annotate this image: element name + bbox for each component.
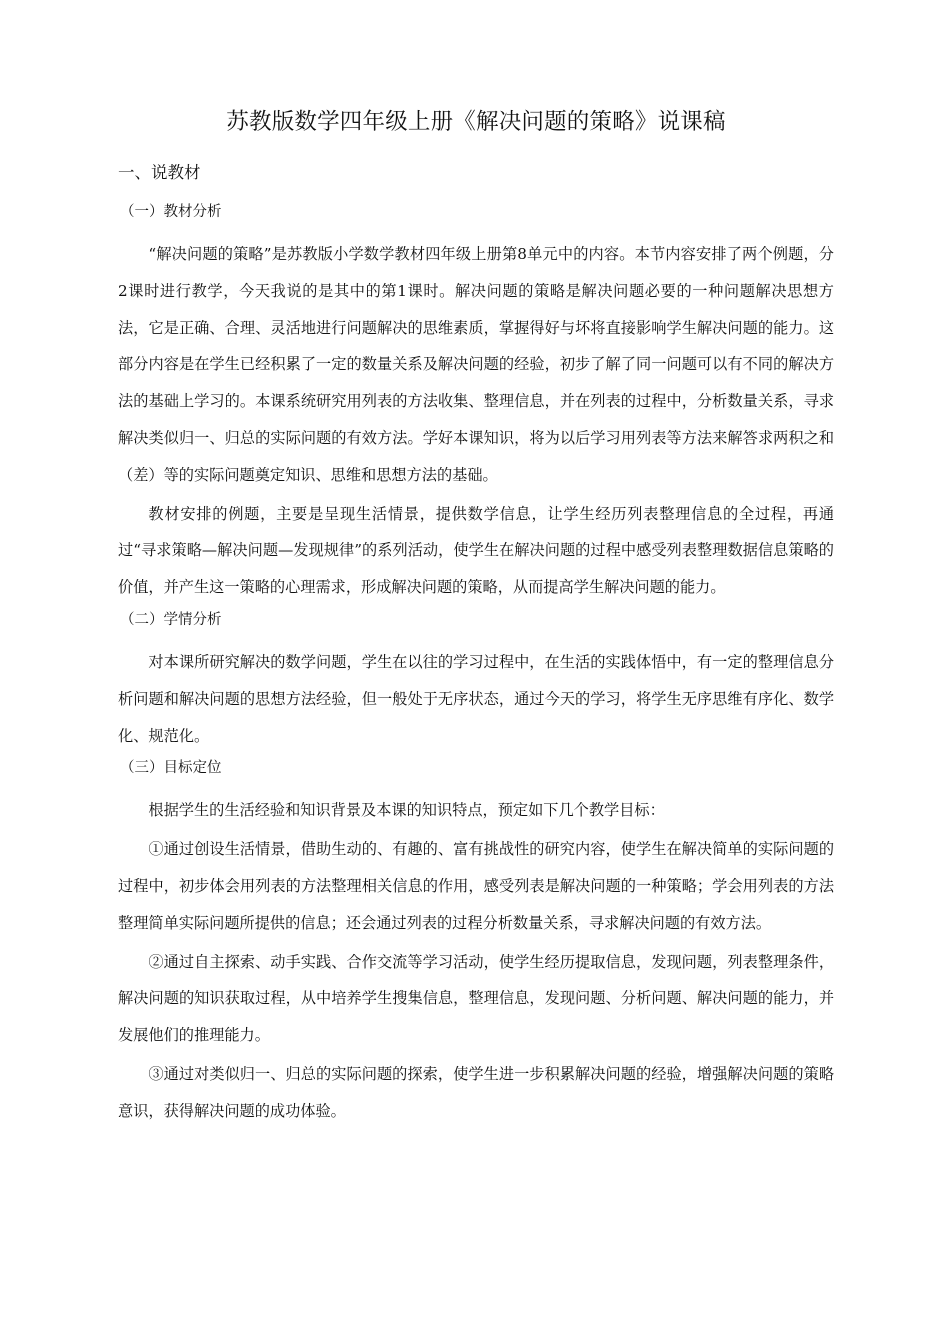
subheading-goals: （三）目标定位 <box>120 760 222 777</box>
paragraph-textbook-analysis-2: 教材安排的例题，主要是呈现生活情景，提供数学信息，让学生经历列表整理信息的全过程，再通过“寻求策略—解决问题—发现规律”的系列活动，使学生在解决问题的过程中感受列表整理数据信息策略的价值，并产生这一策略的心理需求，形成解决问题的策略，从而提高学生解决问题的能力。 <box>118 504 834 597</box>
document-title: 苏教版数学四年级上册《解决问题的策略》说课稿 <box>226 109 726 135</box>
goal-item-2: ②通过自主探索、动手实践、合作交流等学习活动，使学生经历提取信息，发现问题，列表整理条件，解决问题的知识获取过程，从中培养学生搜集信息，整理信息，发现问题、分析问题、解决问题的能力，并发展他们的推理能力。 <box>118 952 834 1045</box>
goal-item-3: ③通过对类似归一、归总的实际问题的探索，使学生进一步积累解决问题的经验，增强解决问题的策略意识，获得解决问题的成功体验。 <box>118 1064 834 1120</box>
subheading-student-analysis: （二）学情分析 <box>120 611 222 628</box>
subheading-textbook-analysis: （一）教材分析 <box>120 204 222 220</box>
section-heading-textbook: 一、说教材 <box>118 163 201 182</box>
document-page <box>118 102 834 1132</box>
paragraph-goals-intro: 根据学生的生活经验和知识背景及本课的知识特点，预定如下几个教学目标： <box>148 801 665 820</box>
goal-item-1: ①通过创设生活情景，借助生动的、有趣的、富有挑战性的研究内容，使学生在解决简单的实际问题的过程中，初步体会用列表的方法整理相关信息的作用，感受列表是解决问题的一种策略；学会用列表的方法整理简单实际问题所提供的信息；还会通过列表的过程分析数量关系，寻求解决问题的有效方法。 <box>118 840 834 932</box>
paragraph-textbook-analysis-1: “解决问题的策略”是苏教版小学数学教材四年级上册第8单元中的内容。本节内容安排了两个例题，分2课时进行教学，今天我说的是其中的第1课时。解决问题的策略是解决问题必要的一种问题解决思想方法，它是正确、合理、灵活地进行问题解决的思维素质，掌握得好与坏将直接影响学生解决问题的能力。这部分内容是在学生已经积累了一定的数量关系及解决问题的经验，初步了解了同一问题可以有不同的解决方法的基础上学习的。本课系统研究用列表的方法收集、整理信息，并在列表的过程中，分析数量关系，寻求解决类似归一、归总的实际问题的有效方法。学好本课知识，将为以后学习用列表等方法来解答求两积之和（差）等的实际问题奠定知识、思维和思想方法的基础。 <box>118 245 834 484</box>
paragraph-student-analysis: 对本课所研究解决的数学问题，学生在以往的学习过程中，在生活的实践体悟中，有一定的整理信息分析问题和解决问题的思想方法经验，但一般处于无序状态，通过今天的学习，将学生无序思维有序化、数学化、规范化。 <box>118 652 834 745</box>
